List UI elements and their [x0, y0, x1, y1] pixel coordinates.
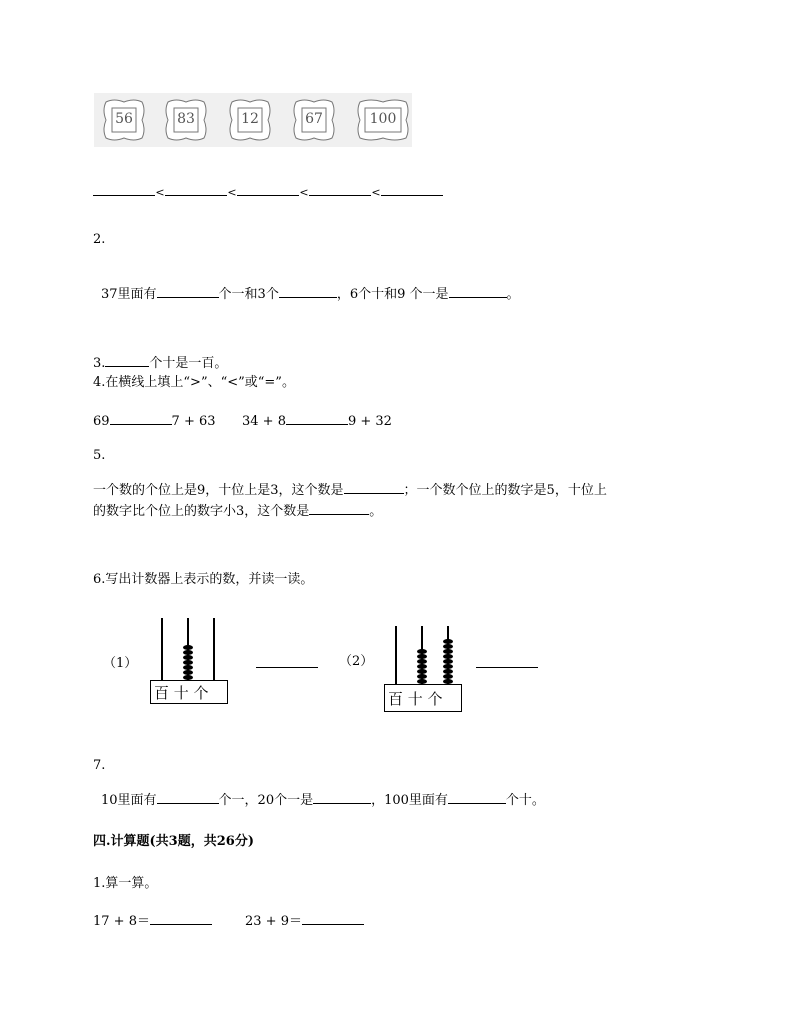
card-value: 83: [177, 111, 195, 127]
abacus-bead: [443, 679, 453, 684]
question-4-text: 4.在横线上填上“>”、“<”或“=”。: [93, 375, 295, 390]
answer-blank[interactable]: [381, 183, 443, 196]
ordering-line: [93, 183, 443, 202]
abacus-rod-hundreds: [161, 618, 163, 680]
question-3: 3. 个十是一百。: [93, 356, 228, 371]
answer-blank[interactable]: [286, 412, 348, 425]
abacus-rod-hundreds: [395, 626, 397, 684]
abacus-bead: [443, 674, 453, 679]
abacus-bead: [417, 664, 427, 669]
compare-expression: 69 7 + 63: [93, 414, 216, 429]
answer-blank[interactable]: [448, 791, 506, 804]
card-value: 100: [369, 111, 397, 127]
less-than-sign: <: [299, 186, 309, 199]
answer-blank[interactable]: [449, 285, 507, 298]
abacus-bead: [183, 670, 193, 675]
abacus-bead: [417, 674, 427, 679]
answer-blank[interactable]: [302, 912, 364, 925]
answer-blank[interactable]: [313, 791, 371, 804]
abacus-bead: [443, 669, 453, 674]
abacus-bead: [443, 639, 453, 644]
abacus-bead: [417, 654, 427, 659]
abacus-answer: [256, 655, 318, 674]
answer-blank[interactable]: [105, 354, 149, 367]
abacus-bead: [443, 654, 453, 659]
number-card: [292, 98, 336, 142]
number-card: [102, 98, 146, 142]
number-card: [356, 98, 410, 142]
abacus-bead: [183, 660, 193, 665]
answer-blank[interactable]: [309, 183, 371, 196]
less-than-sign: <: [155, 186, 165, 199]
answer-blank[interactable]: [237, 183, 299, 196]
abacus-bead: [183, 645, 193, 650]
abacus-bead: [443, 644, 453, 649]
card-value: 56: [115, 111, 133, 127]
answer-blank[interactable]: [344, 481, 404, 494]
answer-blank[interactable]: [165, 183, 227, 196]
calc-expression: 23 + 9＝: [245, 912, 364, 931]
card-value: 67: [305, 111, 323, 127]
abacus-label: （2）: [339, 654, 374, 669]
abacus-1: [150, 618, 230, 708]
answer-blank[interactable]: [309, 502, 369, 515]
question-6-text: 6.写出计数器上表示的数，并读一读。: [93, 572, 314, 587]
abacus-bead: [183, 650, 193, 655]
question-number: 5.: [93, 448, 106, 463]
question-number: 7.: [93, 758, 106, 773]
abacus-bead: [417, 679, 427, 684]
calc-1-title: 1.算一算。: [93, 876, 158, 891]
answer-blank[interactable]: [110, 412, 172, 425]
abacus-bead: [417, 669, 427, 674]
abacus-place-box: [150, 680, 228, 704]
card-value: 12: [241, 111, 259, 127]
abacus-bead: [417, 659, 427, 664]
question-5-line2: 的数字比个位上的数字小3，这个数是 。: [93, 504, 383, 519]
question-number: 2.: [93, 232, 106, 247]
abacus-bead: [183, 675, 193, 680]
abacus-bead: [443, 649, 453, 654]
abacus-rod-ones: [213, 618, 215, 680]
abacus-bead: [183, 665, 193, 670]
abacus-label: （1）: [103, 656, 138, 671]
answer-blank[interactable]: [256, 655, 318, 668]
answer-blank[interactable]: [93, 183, 155, 196]
less-than-sign: <: [371, 186, 381, 199]
answer-blank[interactable]: [150, 912, 212, 925]
abacus-place-box: [384, 684, 462, 712]
number-card: [164, 98, 208, 142]
answer-blank[interactable]: [157, 791, 219, 804]
abacus-bead: [443, 659, 453, 664]
place-labels: 百 十 个: [154, 684, 209, 702]
question-2: 37里面有 个一和3个 ，6个十和9 个一是 。: [101, 287, 520, 302]
calc-expression: 17 + 8＝: [93, 912, 212, 931]
section-heading: 四.计算题(共3题，共26分): [93, 834, 254, 849]
answer-blank[interactable]: [476, 655, 538, 668]
number-card-row: [94, 93, 412, 147]
place-labels: 百 十 个: [388, 690, 443, 708]
abacus-bead: [183, 655, 193, 660]
abacus-2: [384, 626, 464, 716]
less-than-sign: <: [227, 186, 237, 199]
answer-blank[interactable]: [279, 285, 337, 298]
abacus-bead: [417, 649, 427, 654]
number-card: [228, 98, 272, 142]
abacus-bead: [443, 664, 453, 669]
question-5-line1: 一个数的个位上是9，十位上是3，这个数是 ；一个数个位上的数字是5，十位上: [93, 483, 607, 498]
answer-blank[interactable]: [157, 285, 219, 298]
abacus-answer: [476, 655, 538, 674]
compare-expression: 34 + 8 9 + 32: [242, 414, 392, 429]
question-7: 10里面有 个一，20个一是 ，100里面有 个十。: [101, 793, 545, 808]
